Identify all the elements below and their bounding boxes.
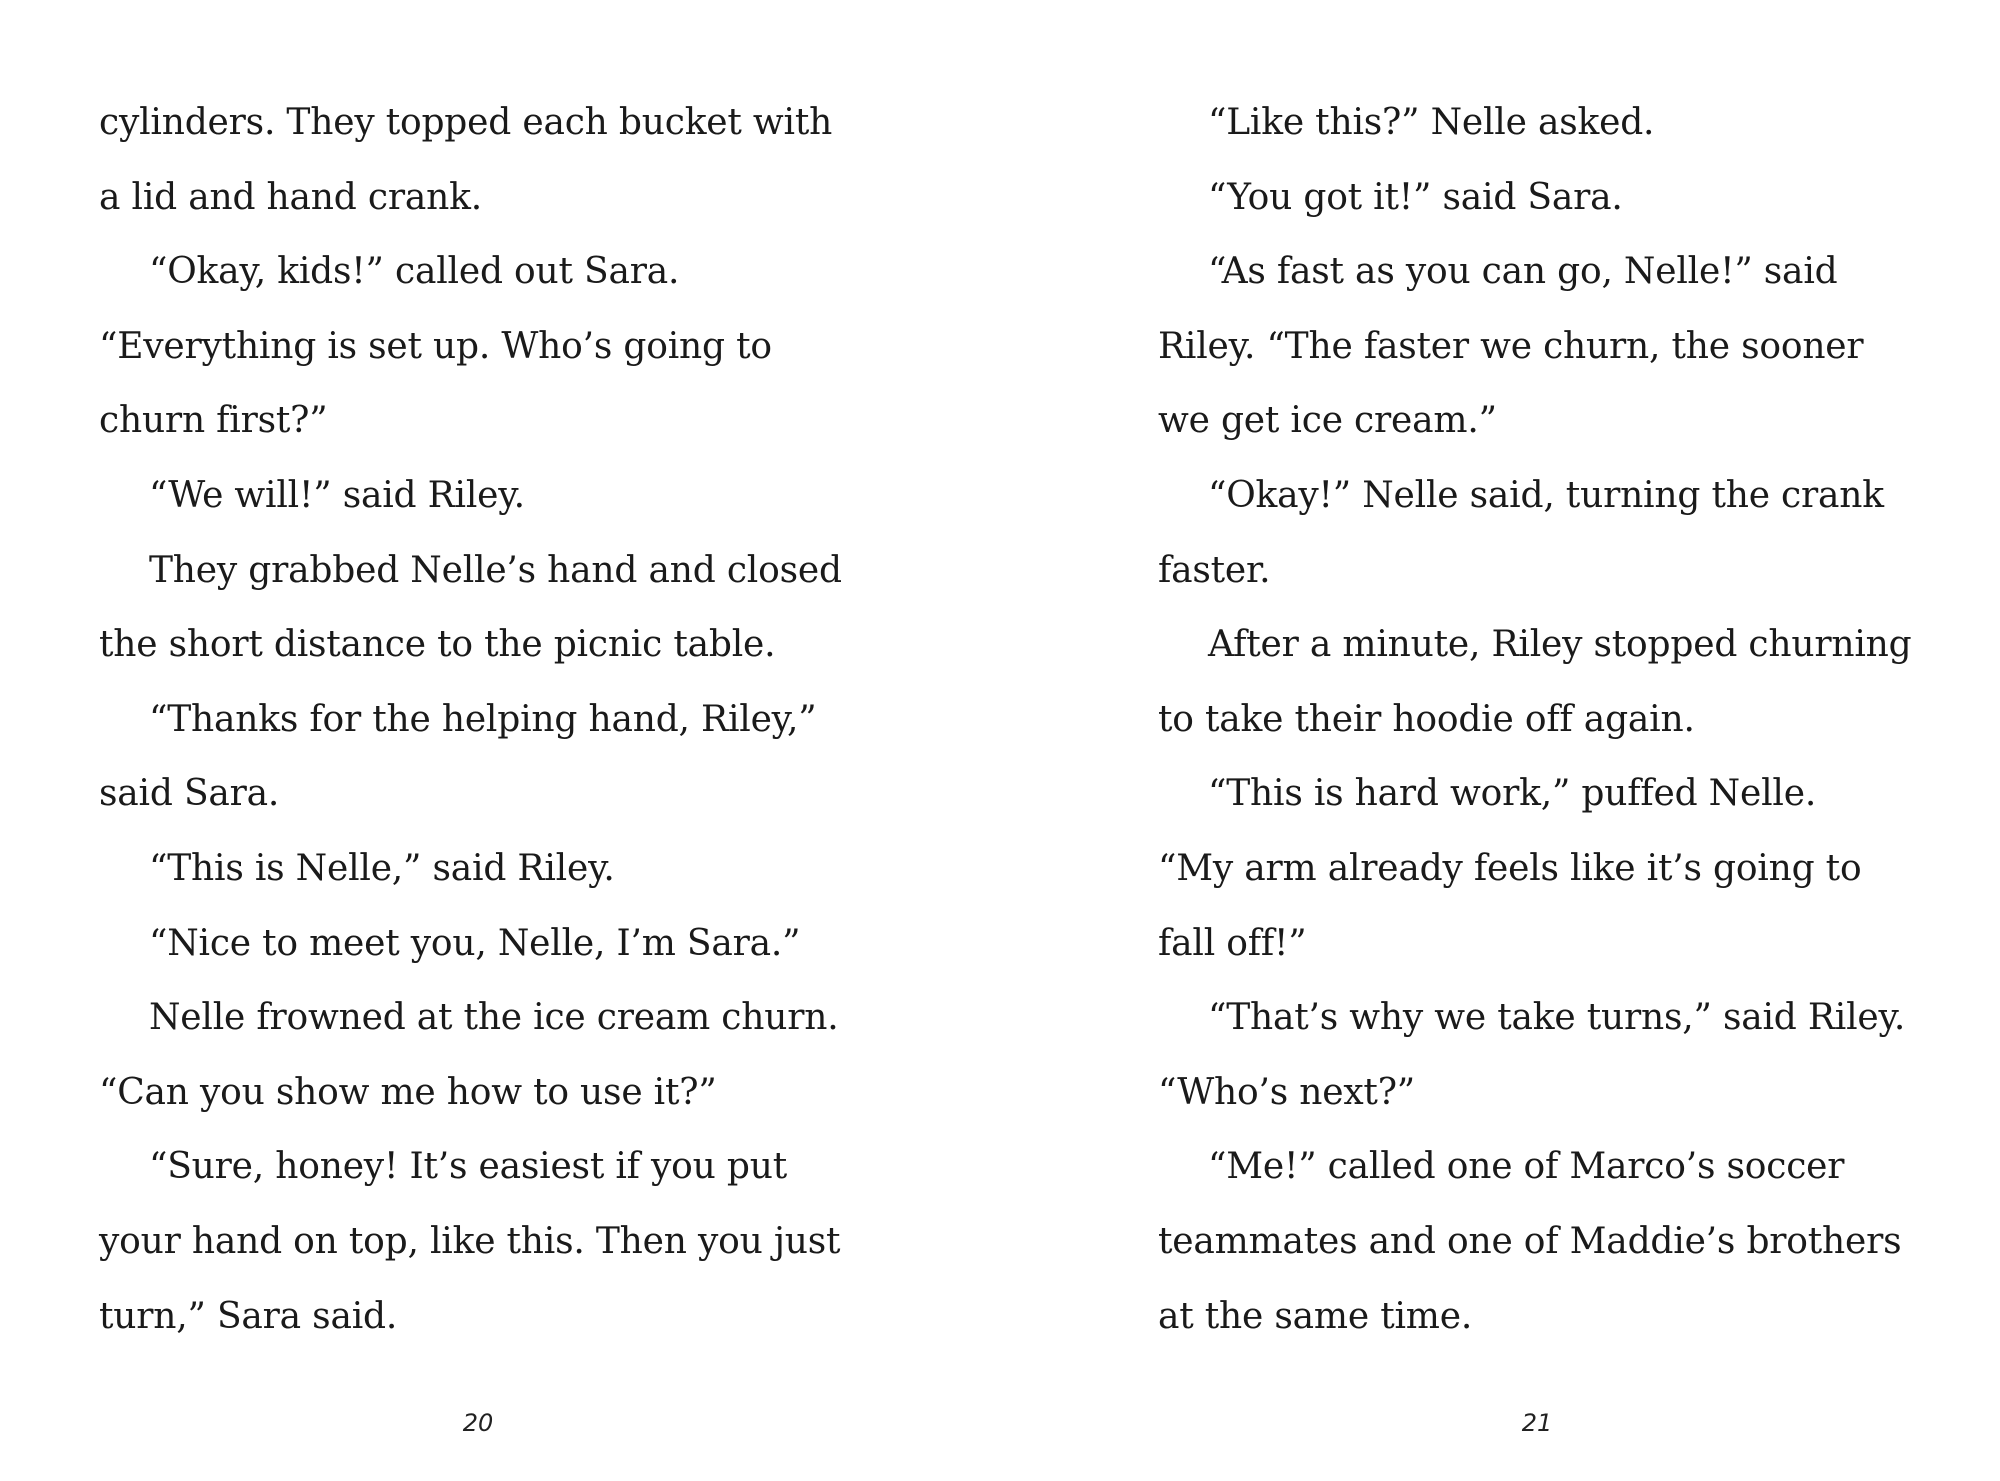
text-line: “Okay!” Nelle said, turning the crank [1208, 474, 1884, 516]
text-line: said Sara. [99, 773, 280, 815]
text-line: faster. [1158, 549, 1271, 591]
text-line: “Me!” called one of Marco’s soccer [1208, 1146, 1845, 1188]
text-line: “Thanks for the helping hand, Riley,” [149, 698, 817, 740]
text-line: turn,” Sara said. [99, 1295, 398, 1337]
text-line: After a minute, Riley stopped churning [1208, 624, 1912, 666]
text-line: “Like this?” Nelle asked. [1208, 102, 1655, 143]
text-line: They grabbed Nelle’s hand and closed [149, 549, 842, 591]
text-line: fall off!” [1158, 922, 1307, 964]
text-line: “This is hard work,” puffed Nelle. [1208, 773, 1817, 815]
text-line: “Who’s next?” [1158, 1071, 1415, 1113]
text-line: Riley. “The faster we churn, the sooner [1158, 325, 1864, 367]
text-line: Nelle frowned at the ice cream churn. [149, 997, 839, 1039]
text-line: “Can you show me how to use it?” [99, 1071, 717, 1113]
left-page-text [99, 86, 842, 1354]
text-line: cylinders. They topped each bucket with [99, 102, 833, 143]
text-line: “Everything is set up. Who’s going to [99, 325, 772, 367]
text-line: to take their hoodie off again. [1158, 698, 1695, 740]
page-number-right: 21 [1521, 1409, 1553, 1437]
text-line: at the same time. [1158, 1295, 1473, 1337]
text-line: “You got it!” said Sara. [1208, 176, 1623, 218]
text-line: the short distance to the picnic table. [99, 624, 776, 666]
page-number-left: 20 [462, 1409, 494, 1437]
text-line: your hand on top, like this. Then you just [99, 1220, 841, 1262]
right-page-text [1158, 86, 1912, 1354]
text-line: “As fast as you can go, Nelle!” said [1208, 251, 1838, 293]
text-line: we get ice cream.” [1158, 400, 1497, 442]
text-line: “Nice to meet you, Nelle, I’m Sara.” [149, 922, 801, 964]
text-line: “My arm already feels like it’s going to [1158, 847, 1862, 889]
text-line: “Sure, honey! It’s easiest if you put [149, 1146, 787, 1188]
right-page [1000, 0, 2000, 1481]
text-line: teammates and one of Maddie’s brothers [1158, 1220, 1902, 1262]
text-line: a lid and hand crank. [99, 176, 482, 218]
text-line: “That’s why we take turns,” said Riley. [1208, 997, 1906, 1039]
text-line: churn first?” [99, 400, 328, 442]
text-line: “Okay, kids!” called out Sara. [149, 251, 680, 293]
text-line: “This is Nelle,” said Riley. [149, 847, 615, 889]
text-line: “We will!” said Riley. [149, 474, 525, 516]
